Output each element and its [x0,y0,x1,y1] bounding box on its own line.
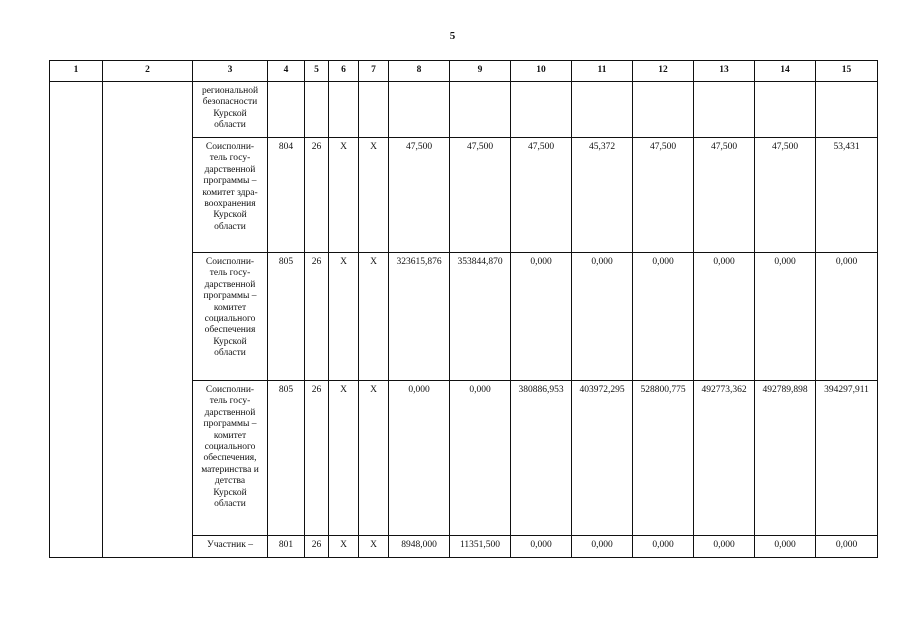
value-cell: 0,000 [755,253,816,381]
column-header: 6 [329,61,359,82]
name-line: комитет [213,430,247,441]
name-line: области [214,348,246,359]
name-line: комитет здра- [202,187,258,198]
value-cell: X [359,253,389,381]
value-cell [450,82,511,138]
column-number-row [50,61,878,82]
name-line: программы – [203,176,257,187]
executor-name-cell [193,253,268,381]
value-cell: 805 [268,381,305,536]
name-line: дарственной [204,407,256,418]
column-header: 13 [694,61,755,82]
value-cell: 0,000 [694,536,755,558]
executor-name-cell [193,82,268,138]
value-cell: 0,000 [694,253,755,381]
value-cell: 492773,362 [694,381,755,536]
name-line: области [214,221,246,232]
column-header: 4 [268,61,305,82]
value-cell: 47,500 [755,138,816,253]
name-line: обеспечения [204,325,256,336]
value-cell [389,82,450,138]
value-cell [816,82,878,138]
name-line: Курской [213,336,247,347]
name-line: Соисполни- [205,257,255,267]
name-line: области [214,120,246,131]
name-line: детства [214,476,246,487]
value-cell: 492789,898 [755,381,816,536]
value-cell: 0,000 [572,536,633,558]
value-cell: X [329,536,359,558]
name-line: дарственной [204,279,256,290]
value-cell: 8948,000 [389,536,450,558]
value-cell: 0,000 [511,536,572,558]
value-cell: 0,000 [633,253,694,381]
value-cell: 45,372 [572,138,633,253]
value-cell: 47,500 [694,138,755,253]
value-cell: 0,000 [816,536,878,558]
name-line: Курской [213,210,247,221]
value-cell: X [359,381,389,536]
executor-name-cell [193,381,268,536]
value-cell: 0,000 [816,253,878,381]
column-header: 9 [450,61,511,82]
name-line: тель госу- [209,153,251,164]
executor-name-cell [193,536,268,558]
value-cell: 53,431 [816,138,878,253]
value-cell: X [359,138,389,253]
value-cell [633,82,694,138]
executor-name-cell [193,138,268,253]
value-cell: 26 [305,138,329,253]
column-header: 15 [816,61,878,82]
value-cell: X [329,253,359,381]
name-line: региональной [201,86,259,96]
name-line: Участник – [207,540,253,550]
value-cell: 403972,295 [572,381,633,536]
value-cell: 0,000 [450,381,511,536]
name-line: тель госу- [209,268,251,279]
column-header: 5 [305,61,329,82]
name-line: области [214,498,246,509]
value-cell: 26 [305,253,329,381]
value-cell: 47,500 [633,138,694,253]
value-cell: 380886,953 [511,381,572,536]
value-cell: 801 [268,536,305,558]
name-line: Курской [213,487,247,498]
value-cell: 805 [268,253,305,381]
value-cell: 0,000 [633,536,694,558]
column-header: 8 [389,61,450,82]
column-header: 3 [193,61,268,82]
name-line: обеспечения, [203,453,257,464]
value-cell [755,82,816,138]
value-cell [305,82,329,138]
value-cell [329,82,359,138]
cell-col2 [103,82,193,558]
column-header: 12 [633,61,694,82]
value-cell: 323615,876 [389,253,450,381]
name-line: социального [204,313,256,324]
value-cell: X [329,138,359,253]
column-header: 14 [755,61,816,82]
value-cell: 26 [305,381,329,536]
name-line: материнства и [201,464,259,475]
column-header: 11 [572,61,633,82]
column-header: 2 [103,61,193,82]
value-cell: 0,000 [755,536,816,558]
value-cell [572,82,633,138]
value-cell [268,82,305,138]
name-line: воохранения [204,198,256,209]
name-line: Соисполни- [205,142,255,152]
column-header: 1 [50,61,103,82]
value-cell [511,82,572,138]
value-cell: 47,500 [450,138,511,253]
value-cell: 11351,500 [450,536,511,558]
name-line: Соисполни- [205,385,255,395]
value-cell: 0,000 [389,381,450,536]
value-cell: 47,500 [389,138,450,253]
value-cell: 394297,911 [816,381,878,536]
value-cell: 0,000 [572,253,633,381]
value-cell [359,82,389,138]
value-cell: X [329,381,359,536]
budget-table [49,60,878,558]
name-line: социального [204,441,256,452]
value-cell: 47,500 [511,138,572,253]
cell-col1 [50,82,103,558]
value-cell: 0,000 [511,253,572,381]
name-line: программы – [203,419,257,430]
name-line: программы – [203,291,257,302]
value-cell: 353844,870 [450,253,511,381]
page-number: 5 [449,30,456,42]
column-header: 10 [511,61,572,82]
name-line: Курской [213,108,247,119]
value-cell: 528800,775 [633,381,694,536]
value-cell [694,82,755,138]
value-cell: 26 [305,536,329,558]
name-line: тель госу- [209,396,251,407]
name-line: комитет [213,302,247,313]
table-row [50,82,878,138]
value-cell: 804 [268,138,305,253]
column-header: 7 [359,61,389,82]
name-line: безопасности [202,97,258,108]
value-cell: X [359,536,389,558]
name-line: дарственной [204,164,256,175]
